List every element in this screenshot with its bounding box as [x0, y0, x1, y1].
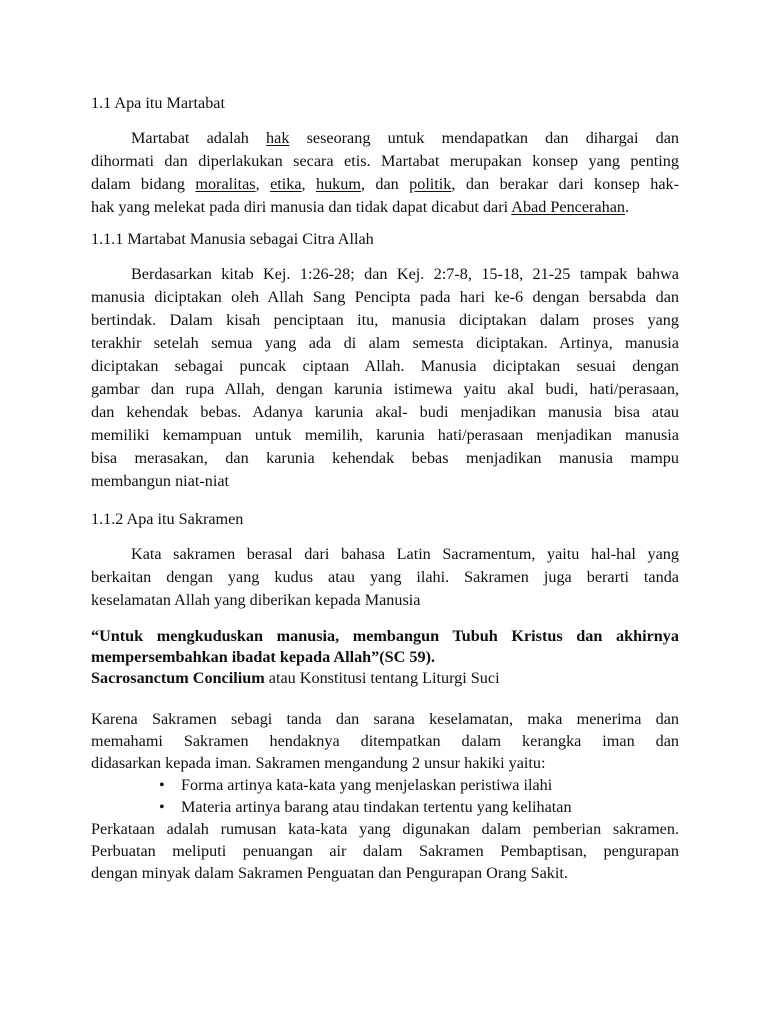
paragraph-perkataan-line: Perbuatan meliputi penuangan air dalam Sakramen Pembaptisan, pengurapan	[91, 842, 679, 860]
source-title: Sacrosanctum Concilium	[91, 669, 265, 687]
heading-sakramen: 1.1.2 Apa itu Sakramen	[91, 510, 244, 528]
paragraph-citra-line: manusia diciptakan oleh Allah Sang Pencipta pada hari ke-6 dengan bersabda dan	[91, 288, 679, 306]
quote-source	[91, 667, 500, 689]
link-abad-pencerahan[interactable]: Abad Pencerahan	[511, 198, 626, 216]
text: ,	[301, 175, 316, 193]
heading-citra-allah: 1.1.1 Martabat Manusia sebagai Citra Allah	[91, 230, 374, 248]
paragraph-citra-line: bisa merasakan, dan karunia kehendak bebas menjadikan manusia mampu	[91, 449, 679, 467]
paragraph-citra-line: diciptakan sebagai puncak ciptaan Allah. Manusia diciptakan sesuai dengan	[91, 357, 679, 375]
paragraph-sakramen-line: Kata sakramen berasal dari bahasa Latin Sacramentum, yaitu hal-hal yang	[131, 545, 679, 563]
paragraph-sakramen-line: keselamatan Allah yang diberikan kepada Manusia	[91, 591, 421, 609]
paragraph-citra-line: terakhir setelah semua yang ada di alam semesta diciptakan. Artinya, manusia	[91, 334, 679, 352]
paragraph-citra-line: dan kehendak bebas. Adanya karunia akal- budi menjadikan manusia bisa atau	[91, 403, 679, 421]
paragraph-citra-line: gambar dan rupa Allah, dengan karunia istimewa yaitu akal budi, hati/perasaan,	[91, 380, 679, 398]
paragraph-martabat-line-3	[91, 173, 679, 195]
paragraph-unsur-line: memahami Sakramen hendaknya ditempatkan dalam kerangka iman dan	[91, 732, 679, 750]
text: seseorang untuk mendapatkan dan dihargai dan	[289, 129, 680, 147]
paragraph-martabat-line-1	[131, 127, 679, 149]
text: , dan	[360, 175, 410, 193]
paragraph-sakramen-line: berkaitan dengan yang kudus atau yang ilahi. Sakramen juga berarti tanda	[91, 568, 679, 586]
text: Materia artinya barang atau tindakan tertentu yang kelihatan	[181, 798, 572, 816]
paragraph-martabat-line-2: dihormati dan diperlakukan secara etis. Martabat merupakan konsep yang penting	[91, 152, 679, 170]
paragraph-unsur-line: Karena Sakramen sebagi tanda dan sarana keselamatan, maka menerima dan	[91, 710, 679, 728]
text: dalam bidang	[91, 175, 196, 193]
paragraph-martabat-line-4	[91, 196, 629, 218]
text: Forma artinya kata-kata yang menjelaskan peristiwa ilahi	[181, 776, 553, 794]
link-hukum[interactable]: hukum	[315, 175, 361, 193]
paragraph-citra-line: memiliki kemampuan untuk memilih, karunia hati/perasaan menjadikan manusia	[91, 426, 679, 444]
paragraph-citra-line: Berdasarkan kitab Kej. 1:26-28; dan Kej. 2:7-8, 15-18, 21-25 tampak bahwa	[131, 265, 679, 283]
link-moralitas[interactable]: moralitas	[195, 175, 256, 193]
paragraph-perkataan-line: dengan minyak dalam Sakramen Penguatan dan Pengurapan Orang Sakit.	[91, 864, 568, 882]
list-item	[159, 774, 552, 796]
text: ,	[255, 175, 271, 193]
text: , dan berakar dari konsep hak-	[451, 175, 680, 193]
text: Martabat adalah	[131, 129, 267, 147]
text: atau Konstitusi tentang Liturgi Suci	[264, 669, 500, 687]
heading-martabat: 1.1 Apa itu Martabat	[91, 94, 225, 112]
text: .	[625, 198, 630, 216]
paragraph-unsur-line: didasarkan kepada iman. Sakramen mengandung 2 unsur hakiki yaitu:	[91, 754, 546, 772]
bullet-icon: •	[159, 776, 165, 794]
quote-line-2: mempersembahkan ibadat kepada Allah”(SC 59).	[91, 648, 436, 666]
link-etika[interactable]: etika	[270, 175, 302, 193]
paragraph-citra-line: bertindak. Dalam kisah penciptaan itu, manusia diciptakan dalam proses yang	[91, 311, 679, 329]
list-item	[159, 796, 572, 818]
text: hak yang melekat pada diri manusia dan tidak dapat dicabut dari	[91, 198, 512, 216]
quote-line-1: “Untuk mengkuduskan manusia, membangun Tubuh Kristus dan akhirnya	[91, 627, 679, 645]
paragraph-citra-line: membangun niat-niat	[91, 472, 230, 490]
paragraph-perkataan-line: Perkataan adalah rumusan kata-kata yang digunakan dalam pemberian sakramen.	[91, 820, 679, 838]
link-hak[interactable]: hak	[266, 129, 290, 147]
bullet-icon: •	[159, 798, 165, 816]
link-politik[interactable]: politik	[409, 175, 452, 193]
